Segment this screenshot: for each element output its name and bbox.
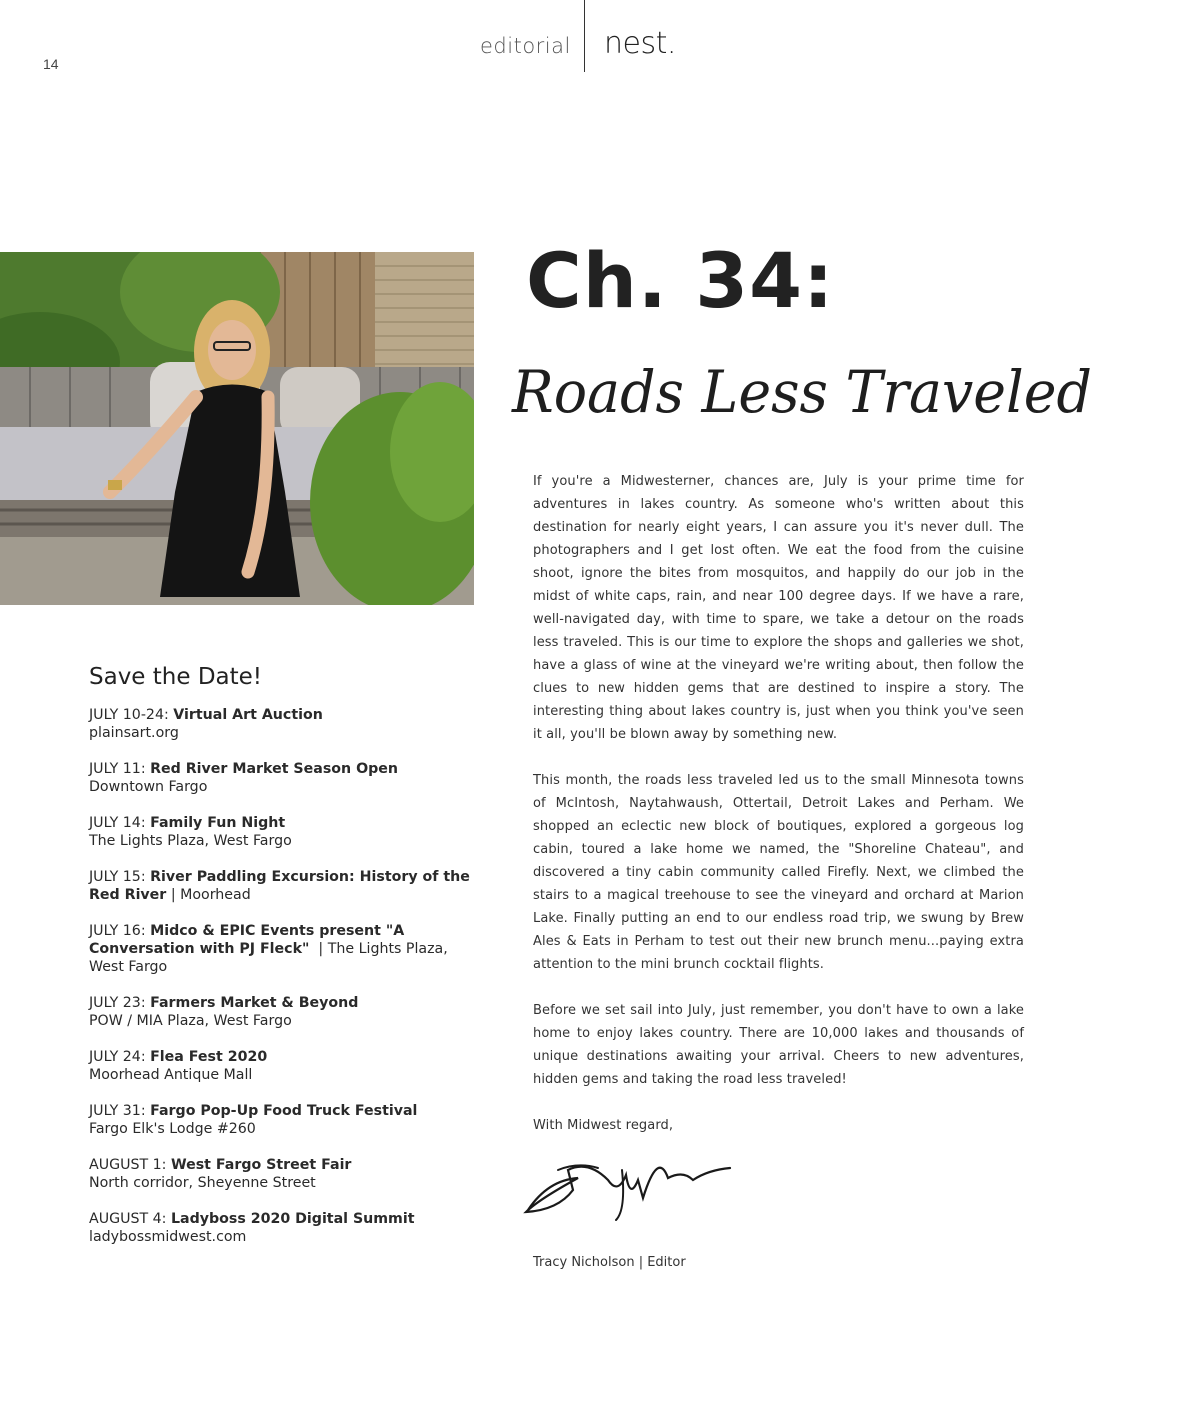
event-location: Moorhead (180, 887, 251, 903)
letter-paragraph: Before we set sail into July, just remember, you don't have to own a lake home to enjoy lakes country. There are 10,000 lakes and thousands of unique destinations awaiting your arrival. Cheers to new adventures, hidden gems and taking the road less traveled! (533, 1003, 1024, 1087)
page-number: 14 (43, 56, 59, 72)
script-subtitle (508, 350, 1098, 430)
event-item (89, 1156, 481, 1192)
header-divider (584, 0, 585, 72)
event-date: JULY 24: (89, 1049, 151, 1065)
event-location: Fargo Elk's Lodge #260 (89, 1121, 256, 1137)
event-date: AUGUST 4: (89, 1211, 171, 1227)
letter-paragraph: This month, the roads less traveled led us to the small Minnesota towns of McIntosh, Naytahwaush, Ottertail, Detroit Lakes and Perham. We shopped an eclectic new block of boutiques, explored a gorgeous log cabin, toured a lake home we named, the "Shoreline Chateau", and discovered a tiny cabin community called Firefly. Next, we climbed the stairs to a magical treehouse to see the vineyard and orchard at Marion Lake. Finally putting an end to our endless road trip, we swung by Brew Ales & Eats in Perham to test out their new brunch menu...paying extra attention to the mini brunch cocktail flights. (533, 773, 1024, 972)
events-heading: Save the Date! (89, 664, 263, 690)
event-item (89, 1102, 481, 1138)
editor-photo (0, 252, 474, 605)
nest-logo (604, 26, 674, 66)
event-date: JULY 14: (89, 815, 151, 831)
event-name: Red River Market Season Open (150, 761, 399, 777)
event-item (89, 706, 481, 742)
event-location: Downtown Fargo (89, 779, 208, 795)
section-label: editorial (480, 34, 571, 58)
event-item (89, 1210, 481, 1246)
editor-letter (533, 470, 1024, 1160)
letter-paragraph: If you're a Midwesterner, chances are, July is your prime time for adventures in lakes country. As someone who's written about this destination for nearly eight years, I can assure you it's never dull. The photographers and I get lost often. We eat the food from the cuisine shoot, ignore the bites from mosquitos, and happily do our job in the midst of white caps, rain, and near 100 degree days. If we have a rare, well-navigated day, with time to spare, we take a detour on the roads less traveled. This is our time to explore the shops and galleries we shot, have a glass of wine at the vineyard we're writing about, then follow the clues to new hidden gems that are destined to inspire a story. The interesting thing about lakes country is, just when you think you've seen it all, you'll be blown away by something new. (533, 474, 1024, 742)
event-date: JULY 16: (89, 923, 151, 939)
event-name: Fargo Pop-Up Food Truck Festival (150, 1103, 418, 1119)
event-date: JULY 23: (89, 995, 151, 1011)
event-item (89, 868, 481, 904)
event-separator: | (166, 887, 181, 903)
event-name: Family Fun Night (150, 815, 286, 831)
event-location: The Lights Plaza, West Fargo (89, 941, 448, 975)
event-name: Midco & EPIC Events present "A Conversation with PJ Fleck" (89, 923, 405, 957)
logo-wordmark: nest. (604, 26, 676, 61)
event-name: River Paddling Excursion: History of the Red River (89, 869, 470, 903)
event-name: West Fargo Street Fair (170, 1157, 352, 1173)
event-item (89, 814, 481, 850)
event-date: AUGUST 1: (89, 1157, 171, 1173)
subtitle-text: Roads Less Traveled (511, 358, 1092, 426)
event-item (89, 1048, 481, 1084)
letter-closing: With Midwest regard, (533, 1118, 674, 1133)
event-item (89, 760, 481, 796)
save-the-date-list (89, 664, 481, 1264)
event-location: Moorhead Antique Mall (89, 1067, 253, 1083)
event-name: Virtual Art Auction (173, 707, 323, 723)
event-item (89, 994, 481, 1030)
event-location: ladybossmidwest.com (89, 1229, 247, 1245)
event-name: Ladyboss 2020 Digital Summit (170, 1211, 415, 1227)
event-name: Farmers Market & Beyond (150, 995, 359, 1011)
event-name: Flea Fest 2020 (150, 1049, 268, 1065)
event-location: plainsart.org (89, 725, 179, 741)
event-location: North corridor, Sheyenne Street (89, 1175, 316, 1191)
editor-signature (518, 1140, 738, 1224)
event-location: The Lights Plaza, West Fargo (89, 833, 292, 849)
chapter-title: Ch. 34: (526, 236, 835, 325)
event-date: JULY 15: (89, 869, 151, 885)
event-item (89, 922, 481, 976)
event-separator: | (309, 941, 328, 957)
event-location: POW / MIA Plaza, West Fargo (89, 1013, 292, 1029)
event-date: JULY 31: (89, 1103, 151, 1119)
event-date: JULY 11: (89, 761, 151, 777)
event-date: JULY 10-24: (89, 707, 174, 723)
sign-off: Tracy Nicholson | Editor (533, 1255, 686, 1270)
